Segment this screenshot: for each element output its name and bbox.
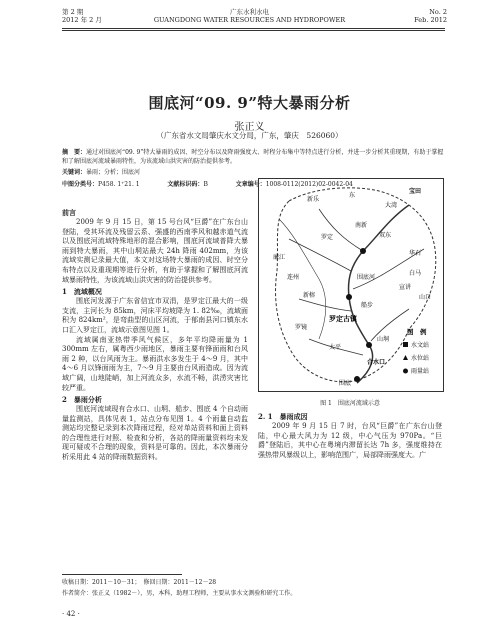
issue-month-en: Feb. 2012 [414,16,447,24]
abstract-label: 摘 要： [62,149,87,156]
map-label: 宣讲 [399,284,412,291]
article-title: 围底河“09. 9”特大暴雨分析 [148,94,351,112]
rain-station-marker [346,294,352,300]
map-label: 围底河 [357,274,376,281]
tributary-1 [319,209,363,251]
section-1-paragraph-2: 流域属南亚热带季风气候区，多年平均降雨量为 1 300mm 左右，属粤西少雨地区，暴雨主要有锋面雨和台风雨 2 种，以台风雨为主。暴雨洪水多发生于 4～9 月，其中 4～6 月以锋面雨为主，7～9 月主要由台风雨造成。因为流域广阔，山地陡峭，加上河流众多，水流不畅，洪涝灾害比较严重。 [62,335,248,392]
header-rule [62,28,445,29]
rain-station-marker [360,248,366,254]
legend-item: 水文站 [411,342,430,349]
author-name: 张正义 [234,122,265,133]
legend-item: 水位站 [411,355,430,362]
page-number: · 42 · [62,610,80,618]
watershed-map [258,178,444,392]
issue-date: 2012 年 2 月 [62,16,102,24]
map-label: 山垌 [377,336,390,343]
section-2-heading: 2 暴雨分析 [62,395,102,405]
map-label: 罗镜 [295,324,308,331]
map-label: 宝田 [409,188,422,195]
rain-station-marker [354,376,360,382]
map-label: 合水口 [367,359,386,366]
issue-number: 第 2 期 [62,8,84,16]
map-label: 双东 [379,232,392,239]
level-station-symbol [403,355,408,360]
left-column [62,208,248,463]
watershed-boundary [276,188,436,382]
map-label: 围底 [339,380,352,387]
map-label: 新乐 [307,196,320,203]
section-2-paragraph-1: 围底河流域现有合水口、山垌、船步、围底 4 个自动雨量监测站，具体见表 1，站点分布见图 1。4 个雨量自动监测站均完整记录到本次降雨过程，经对单站资料和面上资料的合理性进行对照、检查和分析，各站的降雨量资料均未发现可疑或不合理的现象，资料是可靠的。因此，本次暴雨分析采用此 4 站的降雨数据资料。 [62,405,248,462]
map-label: 连州 [287,274,300,281]
abstract-text: 通过对围底河“09. 9”特大暴雨的成因、时空分布以及降雨强度大、时程分布集中等特点进行分析，并进一步分析其重现期，有助于掌握和了解围底河流域暴雨特性，为该流域山洪灾害的防治提供参考。 [62,149,444,165]
section-1-heading: 1 流域概况 [62,287,102,297]
hydro-station-symbol [403,342,408,347]
figure-caption: 图 1 围底河流域示意 [320,400,380,407]
doc-code-value: B [203,181,208,188]
map-label: 船步 [361,302,374,309]
header-rule-2 [62,30,445,31]
journal-title-en: GUANGDONG WATER RESOURCES AND HYDROPOWER [153,16,346,24]
tributary-4 [299,299,351,311]
doc-code-label: 文献标识码： [167,181,204,188]
tributary-7 [279,219,326,339]
clc-value: P458. 1⁺21. 1 [98,181,140,188]
map-label: 南新 [355,222,368,229]
section-2-1-heading: 2. 1 暴雨成因 [258,412,308,421]
article-no-value: 1008-0112(2012)02-0042-04 [265,181,353,188]
map-label: 华石 [409,250,422,257]
running-header-right [414,8,447,24]
section-2-1-paragraph: 2009 年 9 月 15 日 7 时，台风“巨爵”在广东台山登陆，中心最大风力为 12 级，中心气压为 970Pa。“巨爵”登陆后，其中心在粤境内滞留长达 7h 多，强度维持在强热带风暴级以上，影响范围广，局部降雨强度大。广 [258,422,442,459]
issue-no-en: No. 2 [429,8,447,16]
map-label: 白马 [409,270,422,277]
map-label: 新榕 [303,292,316,299]
article-no-label: 文章编号： [235,181,266,188]
section-1-paragraph-1: 围底河发源于广东省信宜市双涓，是罗定江最大的一级支流，主河长为 85km，河床平均坡降为 1. 82‰，流域面积为 824km²，是弯曲型的山区河流，于郁南县河口镇东水口汇入罗定江，流域示意图见图 1。 [62,297,248,334]
preface-heading: 前言 [62,208,76,217]
keywords-label: 关键词： [62,169,87,176]
map-legend [403,327,429,375]
author-bio: 作者简介：张正义（1982－），男，本科，助理工程师，主要从事水文测验和研究工作。 [62,590,297,597]
author-affiliation: （广东省水文局肇庆水文分局，广东，肇庆 526060） [156,131,343,140]
abstract [62,148,445,166]
map-label: 大湾 [385,202,398,209]
journal-title-cn: 广东水利水电 [230,8,269,16]
map-label: 太平 [329,344,342,351]
clc-label: 中图分类号： [62,181,99,188]
keywords [62,168,445,177]
map-drawing [259,179,443,391]
map-label: 东 [349,192,356,199]
map-label: 罗定古镇 [329,314,357,323]
keywords-text: 暴雨；分析；围底河 [86,169,141,176]
footnote-rule [62,574,182,575]
rain-station-symbol [403,369,408,374]
received-date: 收稿日期：2011－10－31； 修回日期：2011－12－28 [62,579,217,586]
legend-title: 图 例 [407,328,427,336]
map-label: 山口 [419,294,432,301]
map-label: 廉江 [273,254,286,261]
map-label: 罗定 [321,234,334,241]
legend-item: 雨量站 [411,368,430,375]
rain-station-marker [366,342,372,348]
right-column [258,412,442,460]
preface-paragraph: 2009 年 9 月 15 日，第 15 号台风“巨爵”在广东台山登陆，受其环流及残留云系、强盛的西南季风和越赤道气流以及围底河流域特殊地形的混合影响，围底河流域普降大暴雨到特大暴雨，其中山垌站最大 24h 降雨 402mm，为该流域实测记录最大值，本文对这场特大暴雨的成因、时空分布特点以及重现期等进行分析，有助于掌握和了解围底河流域暴雨特性，为该流域山洪灾害的防治提供参考。 [62,218,248,284]
